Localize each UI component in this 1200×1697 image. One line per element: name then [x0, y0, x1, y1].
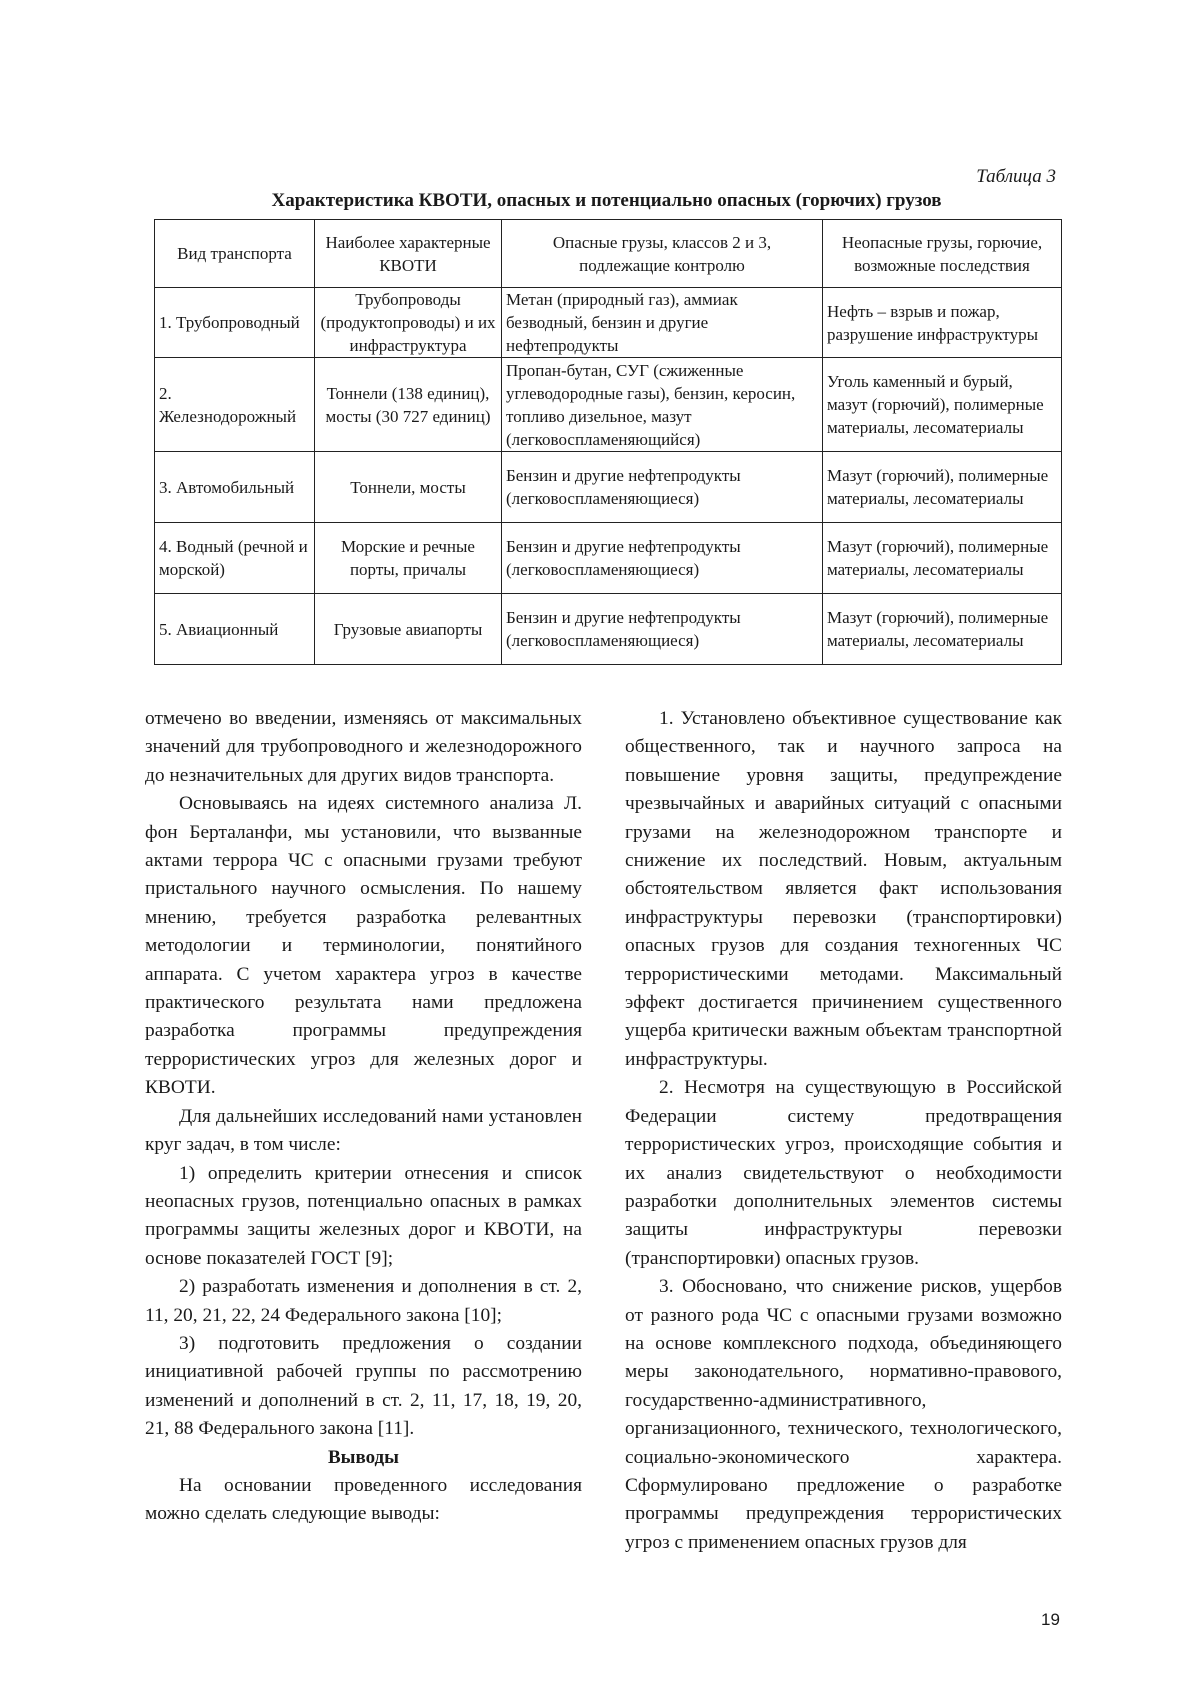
paragraph: 3) подготовить предложения о создании инициативной рабочей группы по рассмотрению изменений и дополнений в ст. 2, 11, 17, 18, 19, 20, 21, 88 Федерального закона [11]. — [145, 1332, 582, 1440]
table-row — [155, 358, 1062, 452]
paragraph: 2) разработать изменения и дополнения в ст. 2, 11, 20, 21, 22, 24 Федерального закона [10]; — [145, 1276, 582, 1326]
table-cell: Морские и речные порты, причалы — [315, 523, 502, 594]
table-cell: Бензин и другие нефтепродукты (легковоспламеняющиеся) — [502, 452, 823, 523]
header-dangerous-cargo: Опасные грузы, классов 2 и 3, подлежащие контролю — [502, 220, 823, 288]
table-cell: Мазут (горючий), полимерные материалы, лесоматериалы — [823, 594, 1062, 665]
table-row — [155, 288, 1062, 358]
right-column — [625, 705, 1062, 1557]
paragraph: 1) определить критерии отнесения и список неопасных грузов, потенциально опасных в рамках программы защиты железных дорог и КВОТИ, на основе показателей ГОСТ [9]; — [145, 1162, 582, 1269]
paragraph: 3. Обосновано, что снижение рисков, ущербов от разного рода ЧС с опасными грузами возможно на основе комплексного подхода, объединяющего меры законодательного, нормативно-правового, государственно-административного, организационного, технического, технологического, социально-экономического характера. Сформулировано предложение о разработке программы предупреждения террористических угроз с применением опасных грузов для — [625, 1276, 1062, 1553]
page-number: 19 — [1041, 1610, 1060, 1629]
table-cell: 5. Авиационный — [155, 594, 315, 665]
table-cell: Тоннели (138 единиц), мосты (30 727 единиц) — [315, 358, 502, 452]
table-cell: 3. Автомобильный — [155, 452, 315, 523]
paragraph: Основываясь на идеях системного анализа Л. фон Берталанфи, мы установили, что вызванные актами террора ЧС с опасными грузами требуют пристального научного осмысления. По нашему мнению, требуется разработка релевантных методологии и терминологии, понятийного аппарата. С учетом характера угроз в качестве практического результата нами предложена разработка программы предупреждения террористических угроз для железных дорог и КВОТИ. — [145, 793, 582, 1099]
table-cell: 1. Трубопроводный — [155, 288, 315, 358]
paragraph: отмечено во введении, изменяясь от максимальных значений для трубопроводного и железнодорожного до незначительных для других видов транспорта. — [145, 708, 582, 786]
cargo-table — [154, 219, 1062, 665]
table-label: Таблица 3 — [976, 166, 1056, 187]
table-cell: Бензин и другие нефтепродукты (легковоспламеняющиеся) — [502, 523, 823, 594]
header-kvoti: Наиболее характерные КВОТИ — [315, 220, 502, 288]
table-title: Характеристика КВОТИ, опасных и потенциально опасных (горючих) грузов — [271, 190, 942, 211]
table-cell: Грузовые авиапорты — [315, 594, 502, 665]
table-row — [155, 523, 1062, 594]
paragraph: 1. Установлено объективное существование как общественного, так и научного запроса на повышение уровня защиты, предупреждение чрезвычайных и аварийных ситуаций с опасными грузами на железнодорожном транспорте и снижение их последствий. Новым, актуальным обстоятельством является факт использования инфраструктуры перевозки (транспортировки) опасных грузов для создания техногенных ЧС террористическими методами. Максимальный эффект достигается причинением существенного ущерба критически важным объектам транспортной инфраструктуры. — [625, 708, 1062, 1070]
table-cell: 4. Водный (речной и морской) — [155, 523, 315, 594]
header-non-dangerous-cargo: Неопасные грузы, горючие, возможные последствия — [823, 220, 1062, 288]
table-cell: Нефть – взрыв и пожар, разрушение инфраструктуры — [823, 288, 1062, 358]
paragraph: Для дальнейших исследований нами установлен круг задач, в том числе: — [145, 1105, 582, 1156]
table-row — [155, 452, 1062, 523]
table-cell: Мазут (горючий), полимерные материалы, лесоматериалы — [823, 523, 1062, 594]
section-heading: Выводы — [327, 1446, 400, 1468]
table-header-row — [155, 220, 1062, 288]
table-cell: Бензин и другие нефтепродукты (легковоспламеняющиеся) — [502, 594, 823, 665]
table-cell: Мазут (горючий), полимерные материалы, лесоматериалы — [823, 452, 1062, 523]
table-cell: 2. Железнодорожный — [155, 358, 315, 452]
paragraph: На основании проведенного исследования можно сделать следующие выводы: — [145, 1474, 582, 1525]
left-column — [145, 705, 582, 1529]
table-cell: Уголь каменный и бурый, мазут (горючий), полимерные материалы, лесоматериалы — [823, 358, 1062, 452]
header-transport-type: Вид транспорта — [155, 220, 315, 288]
table-cell: Пропан-бутан, СУГ (сжиженные углеводородные газы), бензин, керосин, топливо дизельное, мазут (легковоспламеняющийся) — [502, 358, 823, 452]
table-cell: Тоннели, мосты — [315, 452, 502, 523]
table-cell: Трубопроводы (продуктопроводы) и их инфраструктура — [315, 288, 502, 358]
table-cell: Метан (природный газ), аммиак безводный, бензин и другие нефтепродукты — [502, 288, 823, 358]
table-row — [155, 594, 1062, 665]
paragraph: 2. Несмотря на существующую в Российской Федерации систему предотвращения террористических угроз, происходящие события и их анализ свидетельствуют о необходимости разработки дополнительных элементов системы защиты инфраструктуры перевозки (транспортировки) опасных грузов. — [625, 1077, 1062, 1269]
